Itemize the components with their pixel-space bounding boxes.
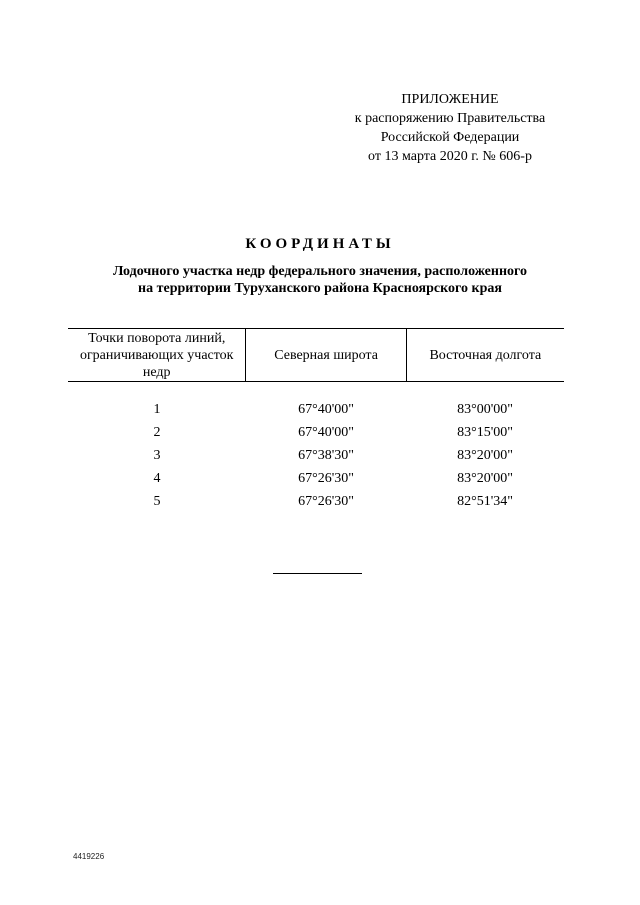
cell-latitude: 67°26'30" (298, 494, 354, 509)
cell-latitude: 67°40'00" (298, 425, 354, 440)
cell-point: 3 (153, 448, 161, 463)
cell-point: 1 (153, 402, 161, 417)
cell-longitude: 82°51'34" (457, 494, 514, 509)
cell-latitude: 67°40'00" (298, 402, 354, 417)
table-row (68, 467, 564, 490)
header-longitude: Восточная долгота (406, 329, 564, 382)
appendix-line-3: от 13 марта 2020 г. № 606-р (368, 149, 532, 164)
cell-point: 2 (153, 425, 161, 440)
appendix-line-2: Российской Федерации (380, 130, 520, 145)
cell-longitude: 83°20'00" (457, 448, 514, 463)
header-points: Точки поворота линий, ограничивающих участок недр (68, 329, 246, 382)
document-subtitle (60, 263, 580, 297)
cell-latitude: 67°38'30" (298, 448, 354, 463)
cell-longitude: 83°00'00" (457, 402, 514, 417)
document-code: 4419226 (73, 852, 105, 861)
table-row (68, 421, 564, 444)
cell-latitude: 67°26'30" (298, 471, 354, 486)
subtitle-line-2: на территории Туруханского района Красноярского края (138, 281, 502, 296)
table-row (68, 444, 564, 467)
table-row (68, 382, 564, 422)
coordinates-table (68, 328, 564, 513)
end-divider (273, 573, 362, 574)
header-latitude: Северная широта (246, 329, 406, 382)
subtitle-line-1: Лодочного участка недр федерального значения, расположенного (112, 264, 528, 279)
document-title: КООРДИНАТЫ (245, 236, 395, 252)
cell-longitude: 83°15'00" (457, 425, 514, 440)
appendix-heading: ПРИЛОЖЕНИЕ (401, 92, 499, 107)
table-header-row (68, 329, 564, 382)
cell-point: 5 (153, 494, 161, 509)
appendix-block (330, 90, 570, 166)
appendix-line-1: к распоряжению Правительства (354, 111, 546, 126)
cell-point: 4 (153, 471, 161, 486)
table-row (68, 490, 564, 513)
cell-longitude: 83°20'00" (457, 471, 514, 486)
